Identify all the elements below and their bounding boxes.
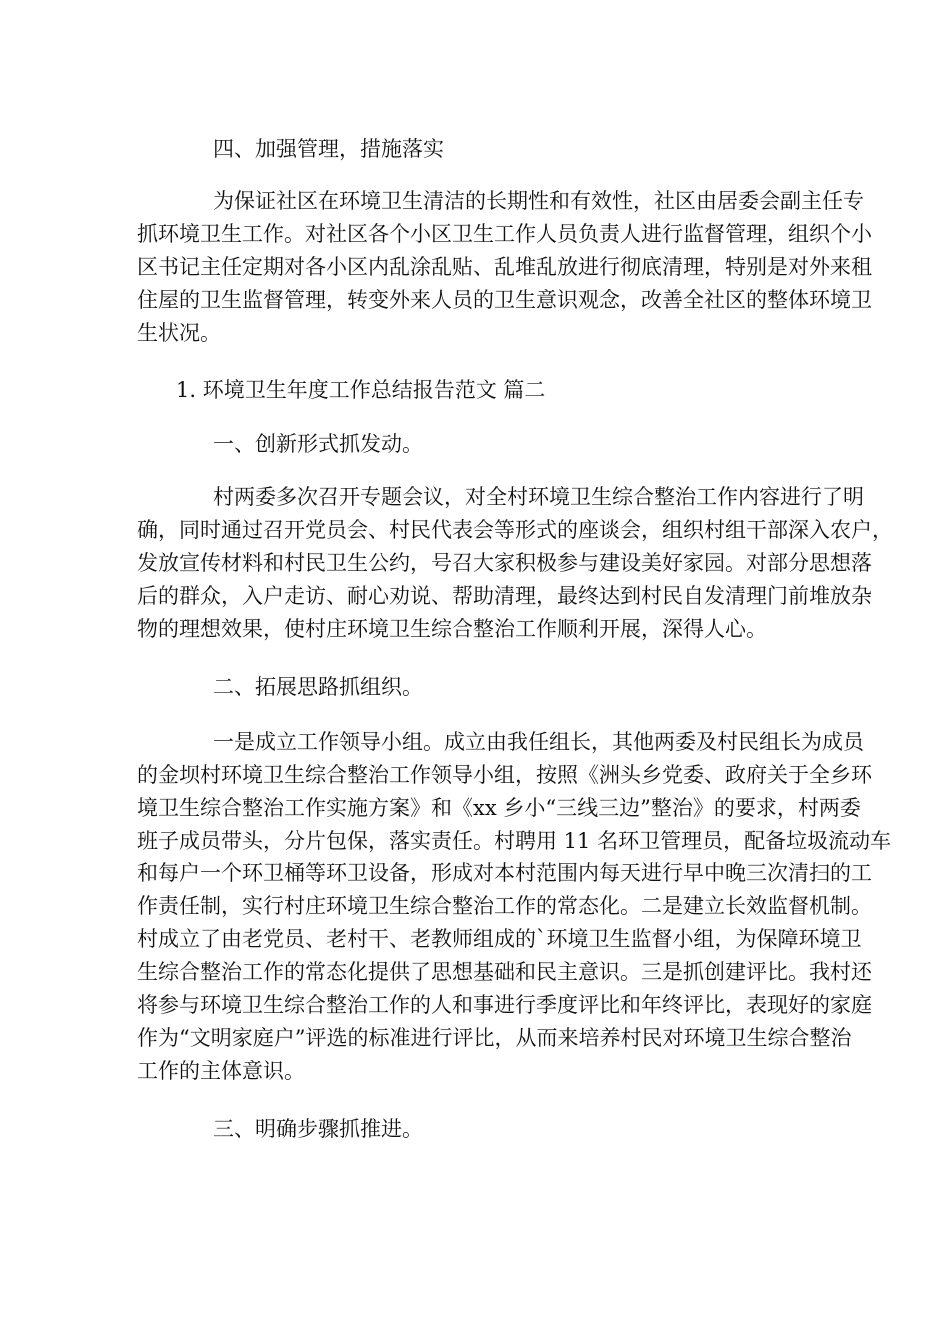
paragraph-line: 村成立了由老党员、老村干、老教师组成的`环境卫生监督小组，为保障环境卫 xyxy=(137,927,862,951)
paragraph-line: 作责任制，实行村庄环境卫生综合整治工作的常态化。二是建立长效监督机制。 xyxy=(137,894,872,918)
paragraph-line: 一是成立工作领导小组。成立由我任组长，其他两委及村民组长为成员 xyxy=(213,730,864,754)
article-subtitle: 1. 环境卫生年度工作总结报告范文 篇二 xyxy=(176,378,546,402)
paragraph-line: 抓环境卫生工作。对社区各个小区卫生工作人员负责人进行监督管理，组织个小 xyxy=(137,222,872,246)
paragraph-line: 境卫生综合整治工作实施方案》和《xx 乡小“三线三边”整治》的要求，村两委 xyxy=(137,796,861,820)
section-heading: 三、明确步骤抓推进。 xyxy=(213,1117,423,1141)
paragraph-line: 工作的主体意识。 xyxy=(137,1059,305,1083)
section-heading: 四、加强管理，措施落实 xyxy=(213,137,444,161)
paragraph-line: 住屋的卫生监督管理，转变外来人员的卫生意识观念，改善全社区的整体环境卫 xyxy=(137,288,872,312)
paragraph-line: 将参与环境卫生综合整治工作的人和事进行季度评比和年终评比，表现好的家庭 xyxy=(137,993,872,1017)
section-heading: 二、拓展思路抓组织。 xyxy=(213,675,423,699)
paragraph-line: 确，同时通过召开党员会、村民代表会等形式的座谈会，组织村组干部深入农户， xyxy=(137,518,893,542)
paragraph-line: 物的理想效果，使村庄环境卫生综合整治工作顺利开展，深得人心。 xyxy=(137,617,767,641)
paragraph-line: 生状况。 xyxy=(137,321,221,345)
paragraph-line: 生综合整治工作的常态化提供了思想基础和民主意识。三是抓创建评比。我村还 xyxy=(137,960,872,984)
paragraph-line: 后的群众，入户走访、耐心劝说、帮助清理，最终达到村民自发清理门前堆放杂 xyxy=(137,584,872,608)
paragraph-line: 区书记主任定期对各小区内乱涂乱贴、乱堆乱放进行彻底清理，特别是对外来租 xyxy=(137,255,872,279)
section-heading: 一、创新形式抓发动。 xyxy=(213,432,423,456)
paragraph-line: 的金坝村环境卫生综合整治工作领导小组，按照《洲头乡党委、政府关于全乡环 xyxy=(137,763,872,787)
paragraph-line: 发放宣传材料和村民卫生公约，号召大家积极参与建设美好家园。对部分思想落 xyxy=(137,551,872,575)
paragraph-line: 为保证社区在环境卫生清洁的长期性和有效性，社区由居委会副主任专 xyxy=(213,189,864,213)
paragraph-line: 作为“文明家庭户”评选的标准进行评比，从而来培养村民对环境卫生综合整治 xyxy=(137,1026,852,1050)
paragraph-line: 班子成员带头，分片包保，落实责任。村聘用 11 名环卫管理员，配备垃圾流动车 xyxy=(137,829,892,853)
paragraph-line: 和每户一个环卫桶等环卫设备，形成对本村范围内每天进行早中晚三次清扫的工 xyxy=(137,861,872,885)
paragraph-line: 村两委多次召开专题会议，对全村环境卫生综合整治工作内容进行了明 xyxy=(213,485,864,509)
